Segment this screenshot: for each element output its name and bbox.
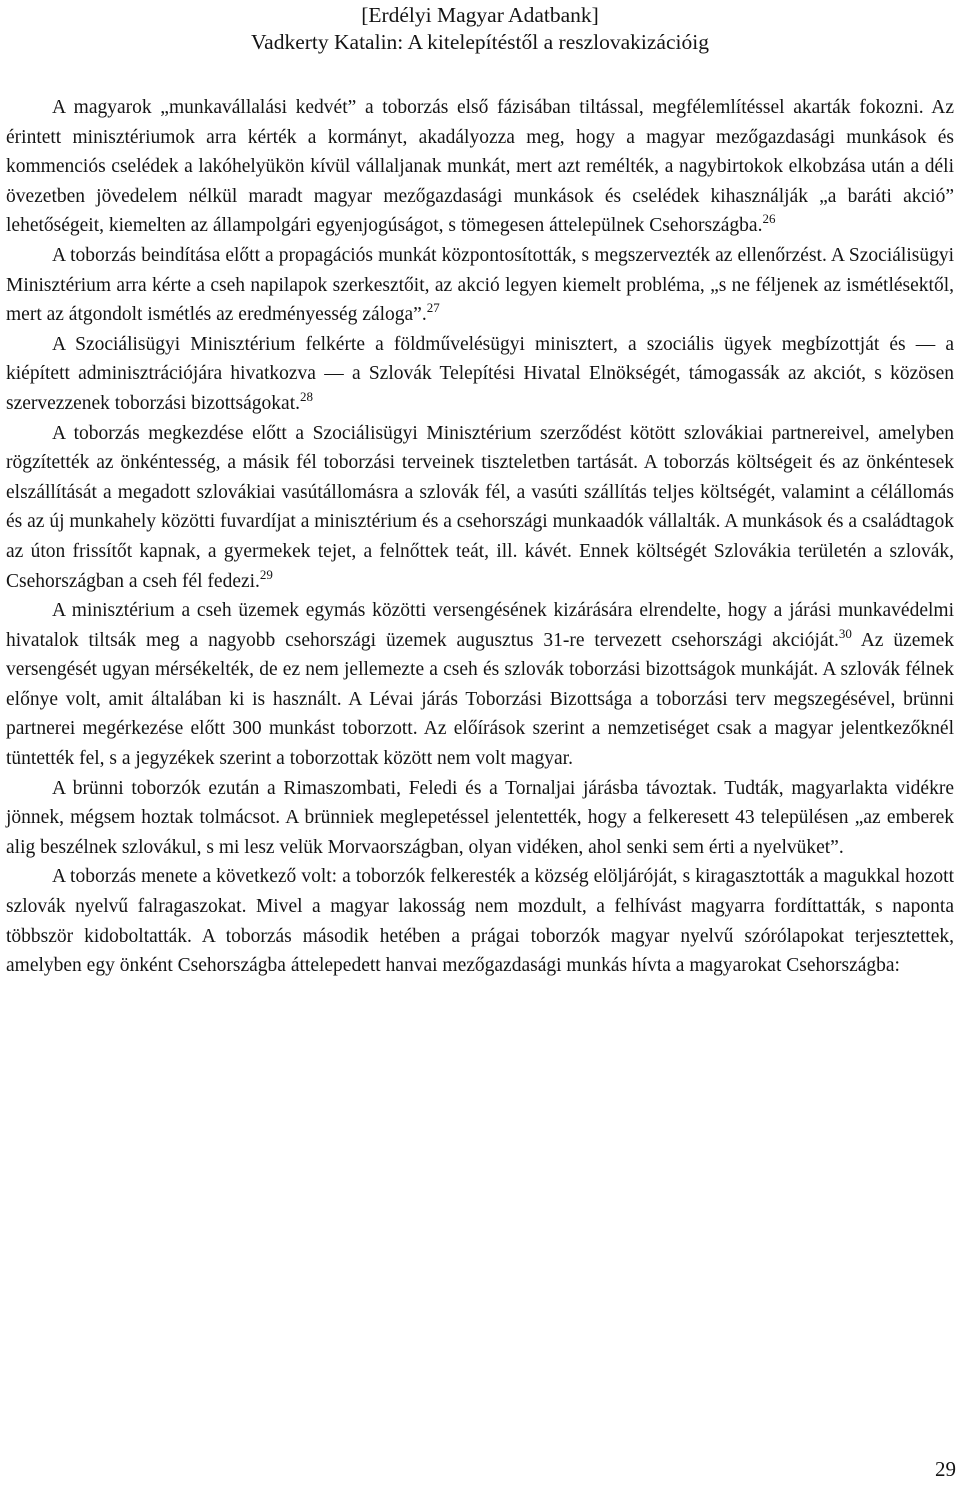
paragraph [6, 93, 954, 241]
footnote-ref: 28 [300, 388, 313, 404]
paragraph-text: A minisztérium a cseh üzemek egymás közötti versengésének kizárására elrendelte, hogy a járási munkavédelmi hivatalok tiltsák meg a nagyobb csehországi üzemek augusztus 31-re tervezett csehországi akcióját. [6, 600, 954, 651]
paragraph-text-continued: Az üzemek versengését ugyan mérsékelték, de ez nem jellemezte a cseh és szlovák toborzási bizottságok munkáját. A szlovák félnek előnye volt, amit általában ki is használt. A Lévai járás Toborzási Bizottsága a toborzási terv megszegésével, brünni partnerei megérkezése előtt 300 munkást toborzott. Az előírások szerint a nemzetiséget csak a magyar jelentkezőknél tüntették fel, s a jegyzékek szerint a toborzottak között nem volt magyar. [6, 629, 954, 770]
paragraph [6, 774, 954, 863]
paragraph [6, 862, 954, 980]
footnote-ref: 26 [762, 211, 776, 227]
paragraph-text: A toborzás beindítása előtt a propagációs munkát központosították, s megszervezték az ellenőrzést. A Szociálisügyi Minisztérium arra kérte a cseh napilapok szerkesztőit, az akció legyen kiemelt probléma, „s ne féljenek az ismétlésektől, mert az átgondolt ismétlés az eredményesség záloga”. [6, 244, 954, 326]
footnote-ref: 27 [426, 300, 440, 316]
paragraph-text: A magyarok „munkavállalási kedvét” a toborzás első fázisában tiltással, megfélemlítéssel akarták fokozni. Az érintett minisztériumok arra kérték a kormányt, akadályozza meg, hogy a magyar mezőgazdasági munkások és kommenciós cselédek a lakóhelyükön kívül vállaljanak munkát, mert azt remélték, a nagybirtokok elkobzása után a déli övezetben jövedelem nélkül maradt magyar mezőgazdasági munkások és cselédek kihasználják „a baráti akció” lehetőségeit, kiemelten az állampolgári egyenjogúságot, s tömegesen áttelepülnek Csehországba. [6, 97, 954, 237]
paragraph [6, 596, 954, 774]
paragraph [6, 330, 954, 419]
page-header [0, 2, 960, 56]
document-title: Vadkerty Katalin: A kitelepítéstől a reszlovakizációig [251, 30, 709, 54]
paragraph-text: A toborzás menete a következő volt: a toborzók felkeresték a község elöljáróját, s kiragasztották a magukkal hozott szlovák nyelvű falragaszokat. Mivel a magyar lakosság nem mozdult, a felhívást magyarra fordíttatták, s naponta többször kidoboltatták. A toborzás második hetében a prágai toborzók magyar nyelvű szórólapokat terjesztettek, amelyben egy önként Csehországba áttelepedett hanvai mezőgazdasági munkás hívta a magyarokat Csehországba: [6, 866, 954, 977]
paragraph-text: A Szociálisügyi Minisztérium felkérte a földművelésügyi minisztert, a szociális ügyek megbízottját és — a kiépített adminisztrációjára hivatkozva — a Szlovák Telepítési Hivatal Elnökségét, támogassák az akciót, s közösen szervezzenek toborzási bizottságokat. [6, 333, 954, 414]
footnote-ref: 29 [259, 566, 273, 582]
body-text [6, 93, 954, 981]
paragraph [6, 241, 954, 330]
paragraph-text: A toborzás megkezdése előtt a Szociálisügyi Minisztérium szerződést kötött szlovákiai partnereivel, amelyben rögzítették az önkéntesség, a másik fél toborzási terveinek tiszteletben tartását. A toborzás költségeit és az önkéntesek elszállítását a megadott szlovákiai vasútállomásra a szlovák fél, a vasúti szállítás teljes költségét, valamint a célállomás és az új munkahely közötti fuvardíjat a minisztérium és a csehországi munkaadók vállalták. A munkások és a családtagok az úton frissítőt kapnak, a gyermekek tejet, a felnőttek teát, ill. kávét. Ennek költségét Szlovákia területén a szlovák, Csehországban a cseh fél fedezi. [6, 422, 954, 592]
paragraph-text: A brünni toborzók ezután a Rimaszombati, Feledi és a Tornaljai járásba távoztak. Tudták, magyarlakta vidékre jönnek, mégsem hoztak tolmácsot. A brünniek meglepetéssel jelentették, hogy a felkeresett 43 településen „az emberek alig beszélnek szlovákul, s mi lesz velük Morvaországban, olyan vidéken, ahol senki sem érti a nyelvüket”. [6, 777, 954, 858]
paragraph [6, 419, 954, 597]
page-number: 29 [935, 1457, 956, 1481]
footnote-ref: 30 [838, 625, 852, 641]
source-line: [Erdélyi Magyar Adatbank] [361, 3, 599, 27]
